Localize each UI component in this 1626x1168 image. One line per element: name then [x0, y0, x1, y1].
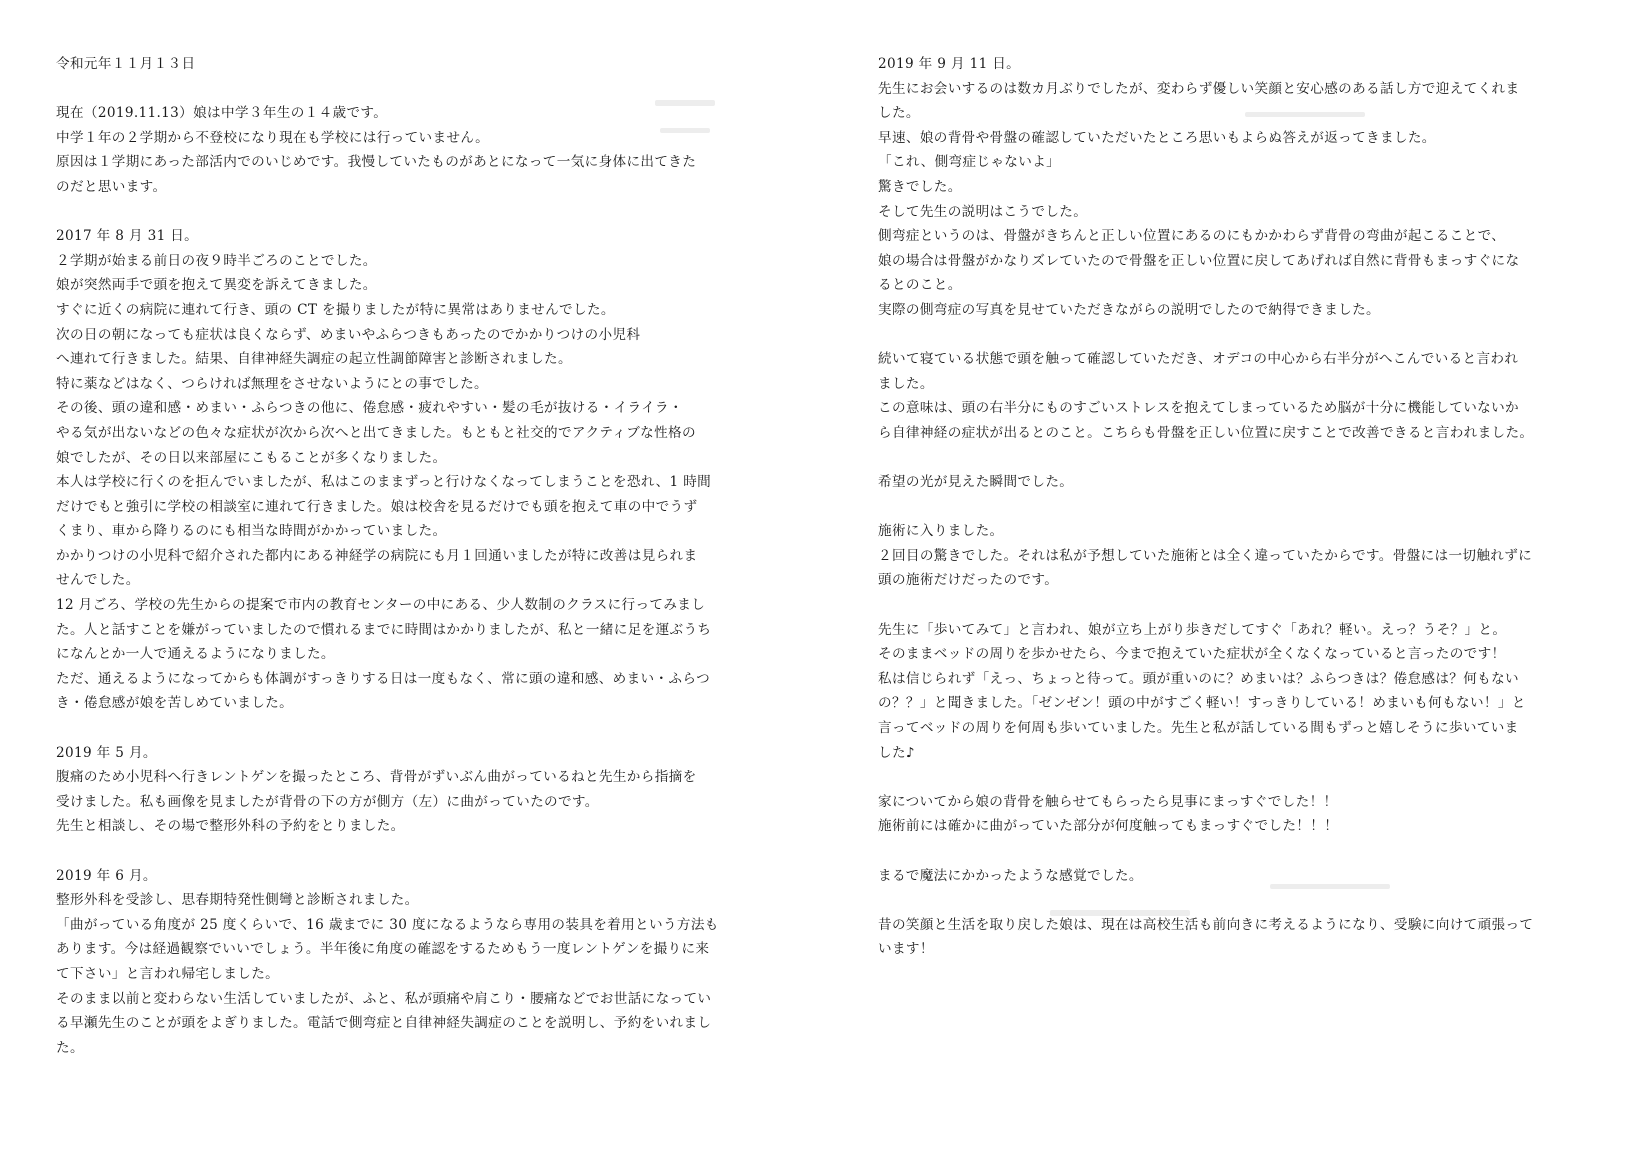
- text-line: る早瀬先生のことが頭をよぎりました。電話で側弯症と自律神経失調症のことを説明し、予約をいれまし: [56, 1015, 712, 1032]
- text-line: ２学期が始まる前日の夜９時半ごろのことでした。: [56, 252, 377, 269]
- text-line: あります。今は経過観察でいいでしょう。半年後に角度の確認をするためもう一度レントゲンを撮りに来: [56, 941, 710, 958]
- text-line: 早速、娘の背骨や骨盤の確認していただいたところ思いもよらぬ答えが返ってきました。: [878, 129, 1436, 146]
- text-line: います！: [878, 941, 934, 958]
- paragraph-gap: [878, 446, 1626, 471]
- text-line: た。: [56, 1039, 84, 1056]
- text-line: 娘でしたが、その日以来部屋にこもることが多くなりました。: [56, 449, 447, 466]
- text-line: 整形外科を受診し、思春期特発性側彎と診断されました。: [56, 892, 419, 909]
- text-line: のだと思います。: [56, 178, 167, 195]
- text-line: へ連れて行きました。結果、自律神経失調症の起立性調節障害と診断されました。: [56, 351, 572, 368]
- paragraph-gap: [878, 495, 1626, 520]
- text-line: その後、頭の違和感・めまい・ふらつきの他に、倦怠感・疲れやすい・髪の毛が抜ける・イライラ・: [56, 400, 683, 417]
- text-line: 2017 年 8 月 31 日。: [56, 228, 199, 245]
- text-line: そのまま以前と変わらない生活していましたが、ふと、私が頭痛や肩こり・腰痛などでお世話になってい: [56, 990, 712, 1007]
- text-line: 先生にお会いするのは数カ月ぶりでしたが、変わらず優しい笑顔と安心感のある話し方で迎えてくれま: [878, 80, 1520, 97]
- scan-smudge: [660, 128, 710, 133]
- text-line: 昔の笑顔と生活を取り戻した娘は、現在は高校生活も前向きに考えるようになり、受験に向けて頑張って: [878, 916, 1534, 933]
- text-line: 続いて寝ている状態で頭を触って確認していただき、オデコの中心から右半分がへこんでいると言われ: [878, 351, 1519, 368]
- paragraph-gap: [56, 200, 760, 225]
- text-line: き・倦怠感が娘を苦しめていました。: [56, 695, 294, 712]
- text-line: 家についてから娘の背骨を触らせてもらったら見事にまっすぐでした！！: [878, 793, 1338, 810]
- text-line: せんでした。: [56, 572, 140, 589]
- text-line: 頭の施術だけだったのです。: [878, 572, 1059, 589]
- text-line: 特に薬などはなく、つらければ無理をさせないようにとの事でした。: [56, 375, 488, 392]
- text-line: 先生と相談し、その場で整形外科の予約をとりました。: [56, 818, 405, 835]
- right-body: [878, 77, 1626, 962]
- paragraph-gap: [878, 593, 1626, 618]
- text-line: 本人は学校に行くのを拒んでいましたが、私はこのままずっと行けなくなってしまうことを恐れ、1 時間: [56, 474, 712, 491]
- left-page: [0, 0, 760, 1060]
- text-line: た。人と話すことを嫌がっていましたので慣れるまでに時間はかかりましたが、私と一緒に足を運ぶうち: [56, 621, 712, 638]
- text-line: 娘の場合は骨盤がかなりズレていたので骨盤を正しい位置に戻してあげれば自然に背骨もまっすぐにな: [878, 252, 1520, 269]
- text-line: 2019 年 6 月。: [56, 867, 157, 884]
- paragraph-gap: [878, 323, 1626, 348]
- text-line: 次の日の朝になっても症状は良くならず、めまいやふらつきもあったのでかかりつけの小児科: [56, 326, 641, 343]
- text-line: 私は信じられず「えっ、ちょっと待って。頭が重いのに？めまいは？ふらつきは？倦怠感は？何もない: [878, 670, 1520, 687]
- text-line: 受けました。私も画像を見ましたが背骨の下の方が側方（左）に曲がっていたのです。: [56, 793, 599, 810]
- left-header-date: 令和元年１１月１３日: [56, 56, 196, 72]
- text-line: 驚きでした。: [878, 178, 962, 195]
- right-page: [860, 0, 1626, 962]
- paragraph-gap: [878, 888, 1626, 913]
- text-line: 側弯症というのは、骨盤がきちんと正しい位置にあるのにもかかわらず背骨の弯曲が起こることで、: [878, 228, 1506, 245]
- text-line: ら自律神経の症状が出るとのこと。こちらも骨盤を正しい位置に戻すことで改善できると言われました。: [878, 424, 1534, 441]
- text-line: の？？」と聞きました。「ゼンゼン！頭の中がすごく軽い！すっきりしている！めまいも何もない！」と: [878, 695, 1526, 712]
- text-line: 中学１年の２学期から不登校になり現在も学校には行っていません。: [56, 129, 490, 146]
- paragraph-gap: [56, 716, 760, 741]
- text-line: 先生に「歩いてみて」と言われ、娘が立ち上がり歩きだしてすぐ「あれ？軽い。えっ？うそ？」と。: [878, 621, 1507, 638]
- text-line: した♪: [878, 744, 915, 761]
- text-line: るとのこと。: [878, 277, 962, 294]
- scan-smudge: [1270, 884, 1390, 889]
- paragraph-gap: [878, 839, 1626, 864]
- text-line: 腹痛のため小児科へ行きレントゲンを撮ったところ、背骨がずいぶん曲がっているねと先生から指摘を: [56, 769, 697, 786]
- text-line: になんとか一人で通えるようになりました。: [56, 646, 335, 663]
- scan-smudge: [655, 100, 715, 106]
- text-line: だけでもと強引に学校の相談室に連れて行きました。娘は校舎を見るだけでも頭を抱えて車の中でうず: [56, 498, 698, 515]
- text-line: そのままベッドの周りを歩かせたら、今まで抱えていた症状が全くなくなっていると言ったのです！: [878, 646, 1506, 663]
- text-line: ２回目の驚きでした。それは私が予想していた施術とは全く違っていたからです。骨盤には一切触れずに: [878, 547, 1533, 564]
- text-line: て下さい」と言われ帰宅しました。: [56, 965, 280, 982]
- text-line: 実際の側弯症の写真を見せていただきながらの説明でしたので納得できました。: [878, 301, 1380, 318]
- right-header-date: 2019 年 9 月 11 日。: [878, 56, 1021, 72]
- text-line: やる気が出ないなどの色々な症状が次から次へと出てきました。もともと社交的でアクティブな性格の: [56, 424, 696, 441]
- text-line: 娘が突然両手で頭を抱えて異変を訴えてきました。: [56, 277, 377, 294]
- text-line: 施術前には確かに曲がっていた部分が何度触ってもまっすぐでした！！！: [878, 818, 1339, 835]
- text-line: 現在（2019.11.13）娘は中学３年生の１４歳です。: [56, 105, 388, 122]
- scan-smudge: [1050, 910, 1190, 916]
- text-line: 原因は１学期にあった部活内でのいじめです。我慢していたものがあとになって一気に身体に出てきた: [56, 154, 697, 171]
- text-line: そして先生の説明はこうでした。: [878, 203, 1088, 220]
- left-body: [56, 77, 760, 1061]
- text-line: 希望の光が見えた瞬間でした。: [878, 474, 1074, 491]
- text-line: 12 月ごろ、学校の先生からの提案で市内の教育センターの中にある、少人数制のクラスに行ってみまし: [56, 597, 706, 614]
- scan-smudge: [1245, 112, 1365, 117]
- text-line: かかりつけの小児科で紹介された都内にある神経学の病院にも月１回通いましたが特に改善は見られま: [56, 547, 698, 564]
- text-line: ただ、通えるようになってからも体調がすっきりする日は一度もなく、常に頭の違和感、めまい・ふらつ: [56, 670, 711, 687]
- text-line: くまり、車から降りるのにも相当な時間がかかっていました。: [56, 523, 447, 540]
- text-line: すぐに近くの病院に連れて行き、頭の CT を撮りましたが特に異常はありませんでした。: [56, 301, 615, 318]
- text-line: まるで魔法にかかったような感覚でした。: [878, 867, 1143, 884]
- text-line: 「これ、側弯症じゃないよ」: [878, 154, 1061, 171]
- text-line: 2019 年 5 月。: [56, 744, 157, 761]
- paragraph-gap: [56, 839, 760, 864]
- text-line: 言ってベッドの周りを何周も歩いていました。先生と私が話している間もずっと嬉しそうに歩いていま: [878, 720, 1519, 737]
- text-line: 「曲がっている角度が 25 度くらいで、16 歳までに 30 度になるようなら専用の装具を着用という方法も: [56, 916, 719, 933]
- paragraph-gap: [878, 765, 1626, 790]
- text-line: この意味は、頭の右半分にものすごいストレスを抱えてしまっているため脳が十分に機能していないか: [878, 400, 1520, 417]
- text-line: 施術に入りました。: [878, 523, 1004, 540]
- text-line: ました。: [878, 375, 934, 392]
- text-line: した。: [878, 105, 920, 122]
- paragraph-gap: [56, 77, 760, 102]
